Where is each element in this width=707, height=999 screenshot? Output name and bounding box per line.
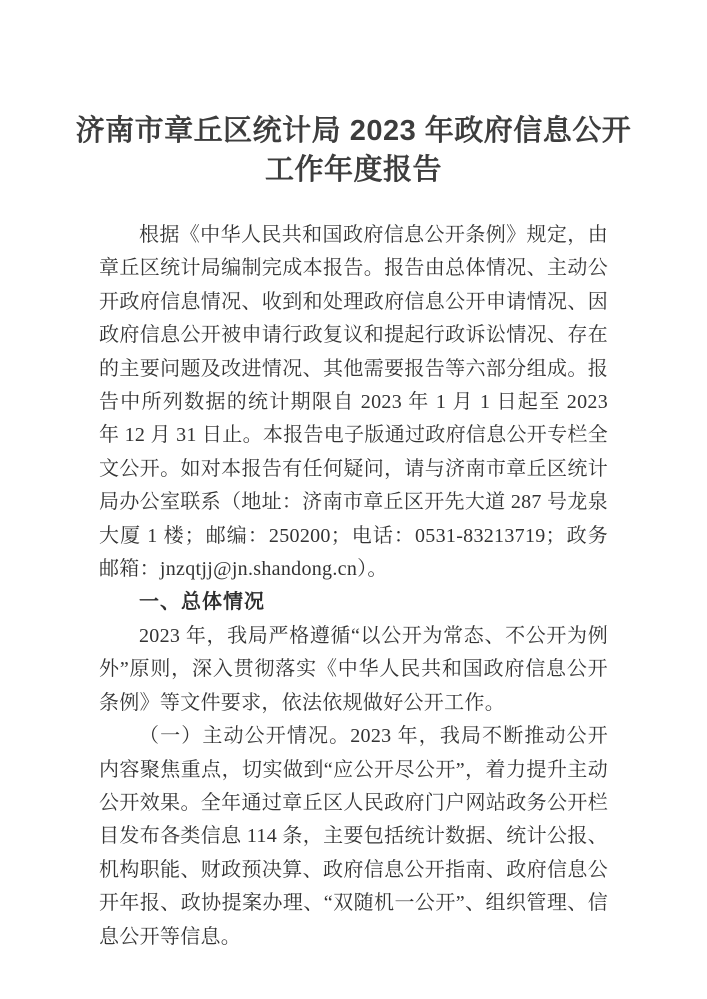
paragraph-proactive-disclosure: （一）主动公开情况。2023 年，我局不断推动公开内容聚焦重点，切实做到“应公开尽公开”，着力提升主动公开效果。全年通过章丘区人民政府门户网站政务公开栏目发布各类信息 114 条，主要包括统计数据、统计公报、机构职能、财政预决算、政府信息公开指南、政府信息公开年报、政协提案办理、“双随机一公开”、组织管理、信息公开等信息。 bbox=[99, 725, 608, 948]
section-heading-overall-situation: 一、总体情况 bbox=[139, 591, 265, 614]
document-title-line2: 工作年度报告 bbox=[264, 154, 442, 186]
document-body bbox=[99, 219, 608, 954]
paragraph-overall-situation: 2023 年，我局严格遵循“以公开为常态、不公开为例外”原则，深入贯彻落实《中华人民共和国政府信息公开条例》等文件要求，依法依规做好公开工作。 bbox=[99, 624, 608, 714]
paragraph-report-intro: 根据《中华人民共和国政府信息公开条例》规定，由章丘区统计局编制完成本报告。报告由总体情况、主动公开政府信息情况、收到和处理政府信息公开申请情况、因政府信息公开被申请行政复议和提起行政诉讼情况、存在的主要问题及改进情况、其他需要报告等六部分组成。报告中所列数据的统计期限自 2023 年 1 月 1 日起至 2023 年 12 月 31 日止。本报告电子版通过政府信息公开专栏全文公开。如对本报告有任何疑问，请与济南市章丘区统计局办公室联系（地址：济南市章丘区开先大道 287 号龙泉大厦 1 楼；邮编：250200；电话：0531-83213719；政务邮箱：jnzqtjj@jn.shandong.cn）。 bbox=[99, 224, 608, 581]
document-title-line1: 济南市章丘区统计局 2023 年政府信息公开 bbox=[75, 115, 632, 147]
document-title bbox=[0, 0, 707, 190]
